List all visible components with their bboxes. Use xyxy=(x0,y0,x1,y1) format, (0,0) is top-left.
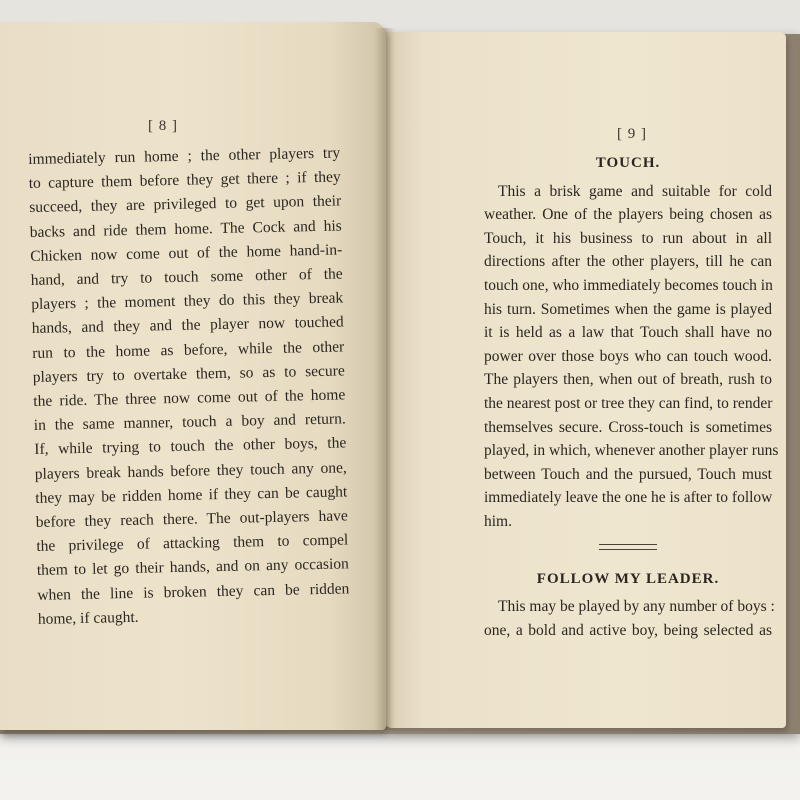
text-line: in the same manner, touch a boy and return. xyxy=(33,410,346,435)
text-line: power over those boys who can touch wood. xyxy=(484,347,772,365)
right-page-text xyxy=(484,152,779,642)
text-line: directions after the other players, till he can xyxy=(484,253,772,271)
left-page-number: [ 8 ] xyxy=(148,118,178,134)
text-line: the privilege of attacking them to compel xyxy=(36,531,349,556)
text-line: weather. One of the players being chosen as xyxy=(484,206,772,224)
text-line: them to let go their hands, and on any occasion xyxy=(36,555,349,580)
text-line: played, in which, whenever another player runs xyxy=(484,442,779,460)
text-line: This may be played by any number of boys : xyxy=(498,598,775,616)
section-heading-follow-my-leader: FOLLOW MY LEADER. xyxy=(536,570,720,587)
text-line: succeed, they are privileged to get upon their xyxy=(29,192,342,217)
right-page-number: [ 9 ] xyxy=(617,126,647,142)
text-line: This a brisk game and suitable for cold xyxy=(498,182,772,200)
text-line: players ; the moment they do this they break xyxy=(31,289,344,314)
text-line: between Touch and the pursued, Touch must xyxy=(484,465,772,483)
text-line: themselves secure. Cross-touch is sometimes xyxy=(484,418,772,436)
section-divider xyxy=(599,544,657,550)
text-line: they may be ridden home if they can be caught xyxy=(35,483,348,507)
text-line: when the line is broken they can be ridden xyxy=(37,580,350,604)
text-line: touch one, who immediately becomes touch in xyxy=(484,276,773,294)
text-line: the nearest post or tree they can find, to render xyxy=(484,394,773,412)
text-line: his turn. Sometimes when the game is played xyxy=(484,300,772,318)
text-line: players try to overtake them, so as to secure xyxy=(32,362,345,386)
text-line: If, while trying to touch the other boys, the xyxy=(34,434,347,459)
text-line: the ride. The three now come out of the home xyxy=(33,386,346,410)
book-gutter xyxy=(374,28,396,730)
text-line: before they reach there. The out-players have xyxy=(35,507,348,531)
text-line: backs and ride them home. The Cock and his xyxy=(29,217,342,241)
text-line: to capture them before they get there ; if they xyxy=(28,168,341,193)
section-heading-touch: TOUCH. xyxy=(595,155,661,171)
text-line: immediately leave the one he is after to follow xyxy=(484,489,773,507)
text-line: players break hands before they touch any one, xyxy=(34,459,347,483)
text-line: hands, and they and the player now touched xyxy=(31,313,344,338)
text-line: Touch, it his business to run about in all xyxy=(484,229,772,247)
text-line: immediately run home ; the other players try xyxy=(28,144,341,168)
text-line: run to the home as before, while the other xyxy=(32,338,345,362)
text-line: home, if caught. xyxy=(37,608,139,628)
text-line: it is held as a law that Touch shall have no xyxy=(484,324,772,342)
text-line: hand, and try to touch some other of the xyxy=(30,265,343,289)
text-line: him. xyxy=(484,512,512,530)
text-line: The players then, when out of breath, rush to xyxy=(484,371,772,389)
text-line: one, a bold and active boy, being selected as xyxy=(484,621,772,639)
left-page-text xyxy=(28,141,350,631)
text-line: Chicken now come out of the home hand-in- xyxy=(30,241,343,265)
